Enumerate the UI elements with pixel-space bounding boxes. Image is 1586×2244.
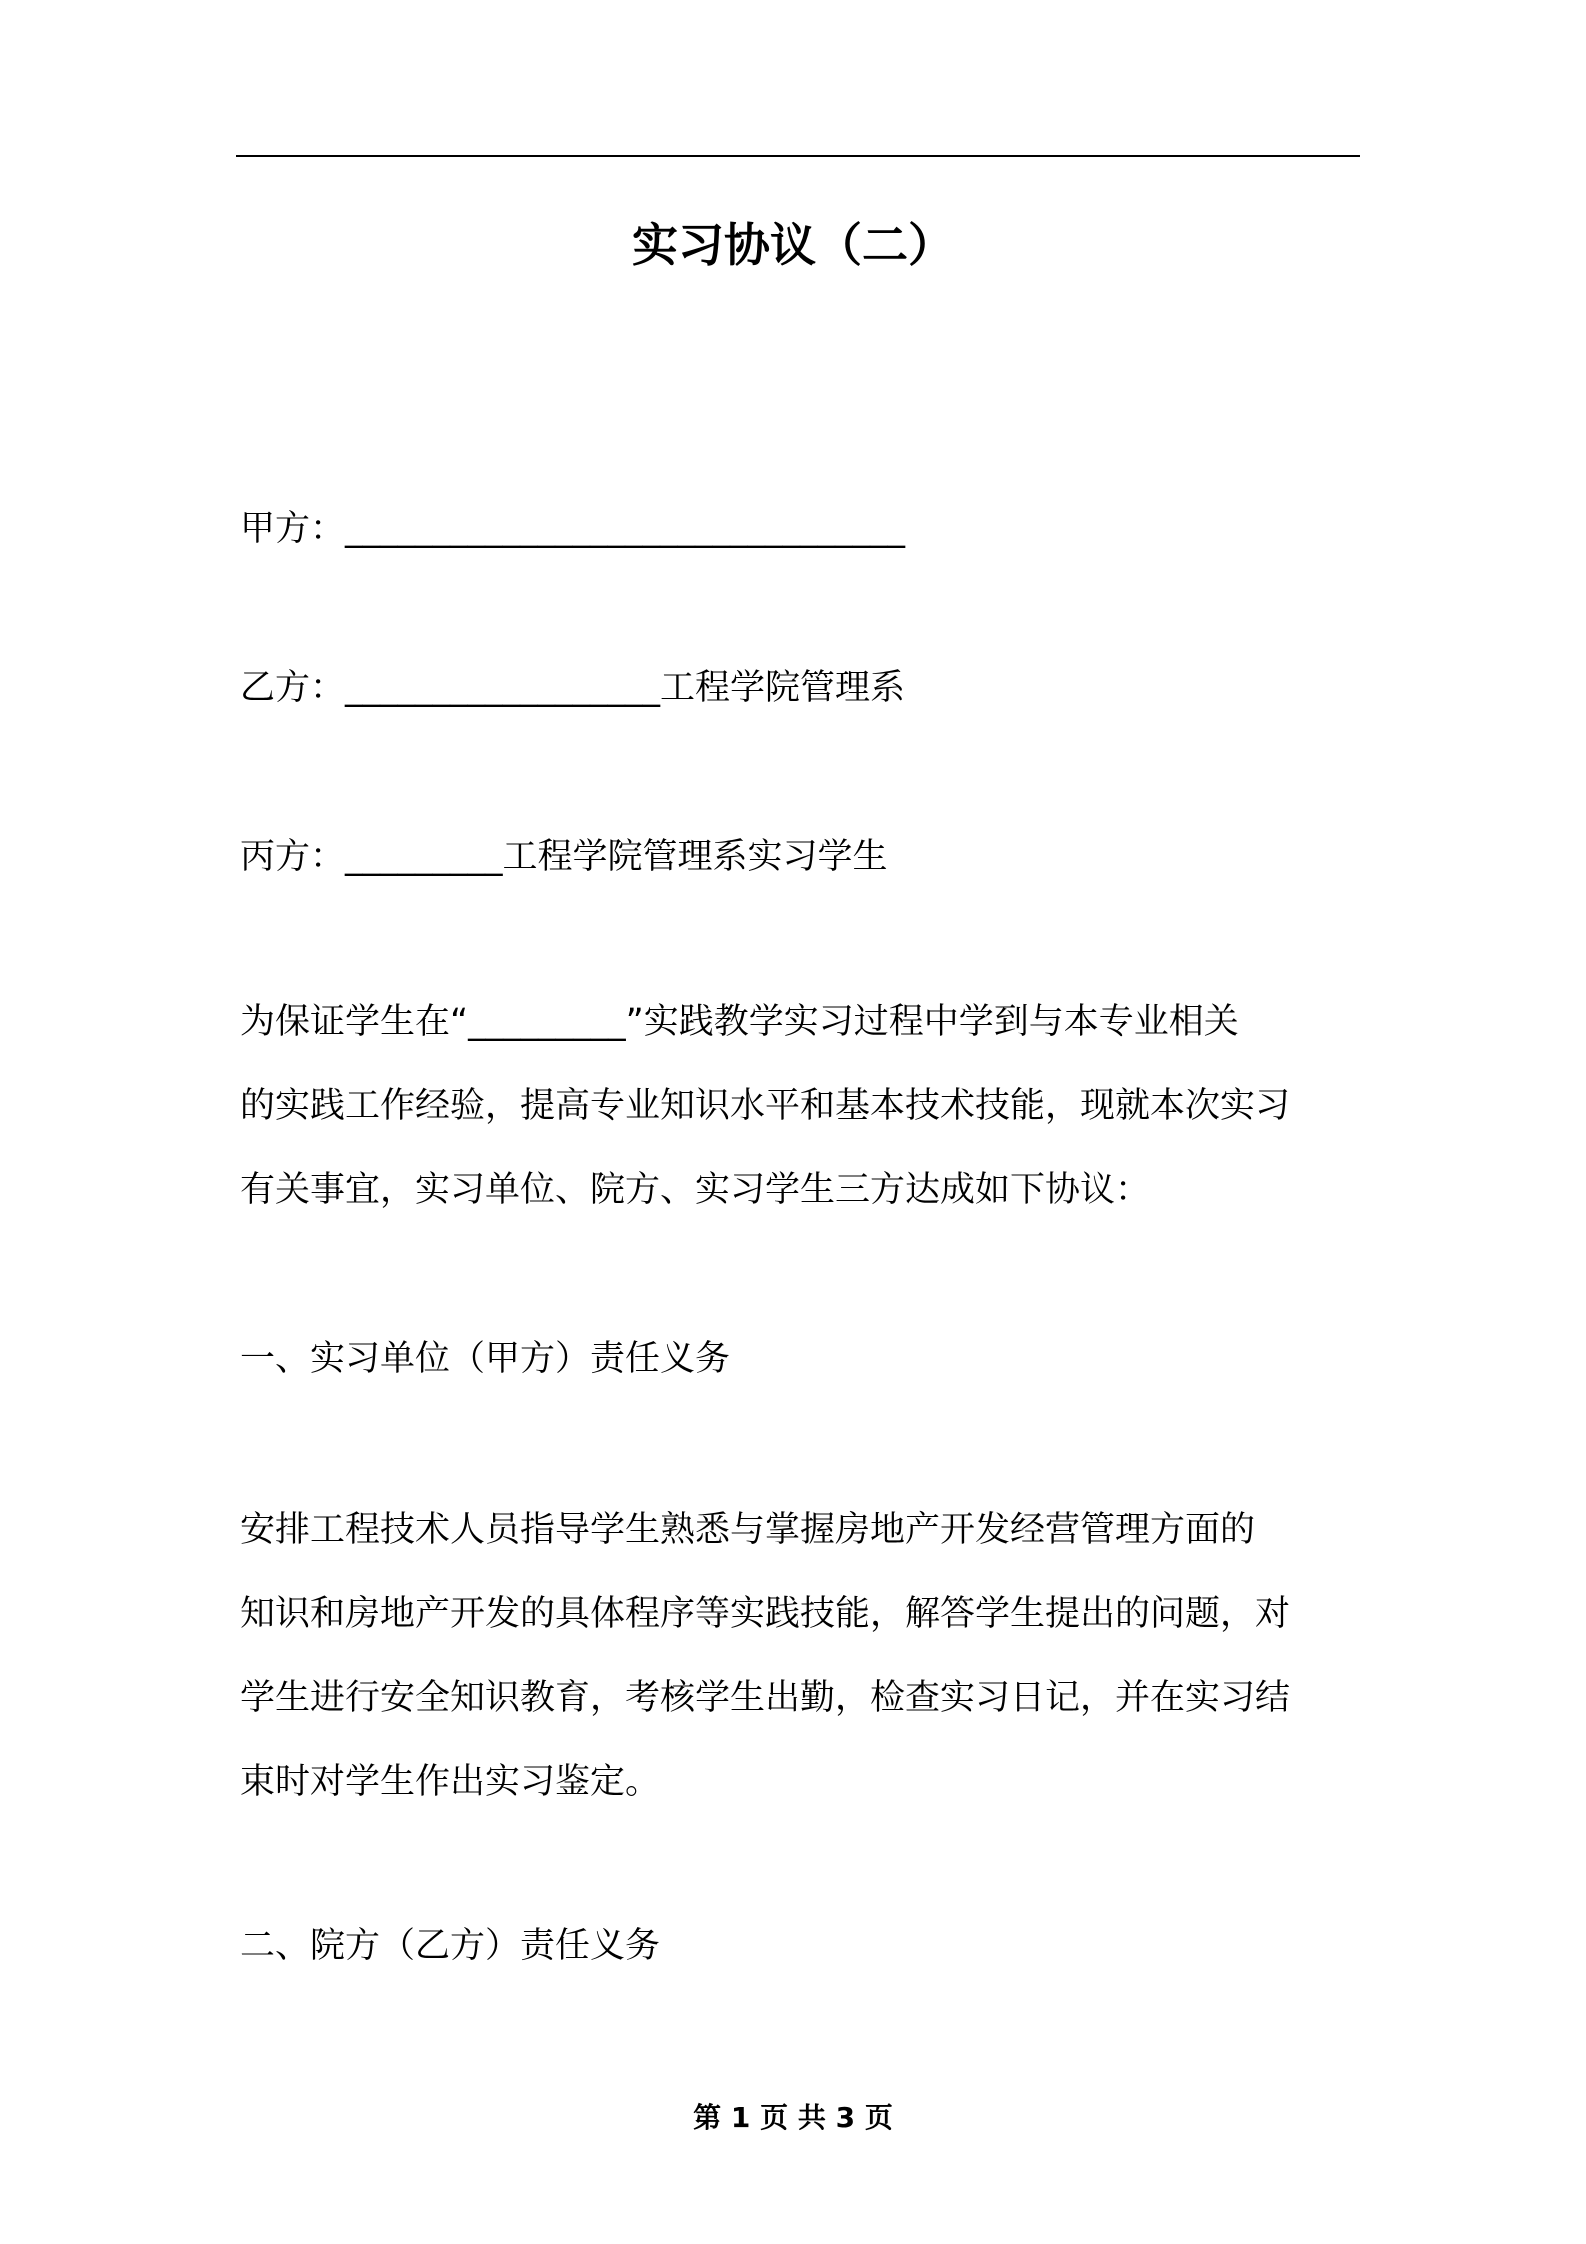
document-title: 实习协议（二） (632, 218, 954, 272)
party-c-line: 丙方：_________工程学院管理系实习学生 (240, 837, 888, 877)
section-1-body: 安排工程技术人员指导学生熟悉与掌握房地产开发经营管理方面的 知识和房地产开发的具体程序等实践技能，解答学生提出的问题，对 学生进行安全知识教育，考核学生出勤，检查实习日记，并在实习结 束时对学生作出实习鉴定。 (240, 1510, 1291, 1802)
header-rule (236, 155, 1360, 157)
page-footer: 第 1 页 共 3 页 (693, 2101, 893, 2134)
party-b-line: 乙方：__________________工程学院管理系 (240, 668, 906, 708)
intro-paragraph: 为保证学生在“_________”实践教学实习过程中学到与本专业相关 的实践工作经验，提高专业知识水平和基本技术技能，现就本次实习 有关事宜，实习单位、院方、实习学生三方达成如下协议： (240, 1002, 1291, 1210)
party-a-line: 甲方：________________________________ (240, 509, 906, 549)
section-2-heading: 二、院方（乙方）责任义务 (240, 1926, 661, 1966)
section-1-heading: 一、实习单位（甲方）责任义务 (240, 1339, 731, 1379)
